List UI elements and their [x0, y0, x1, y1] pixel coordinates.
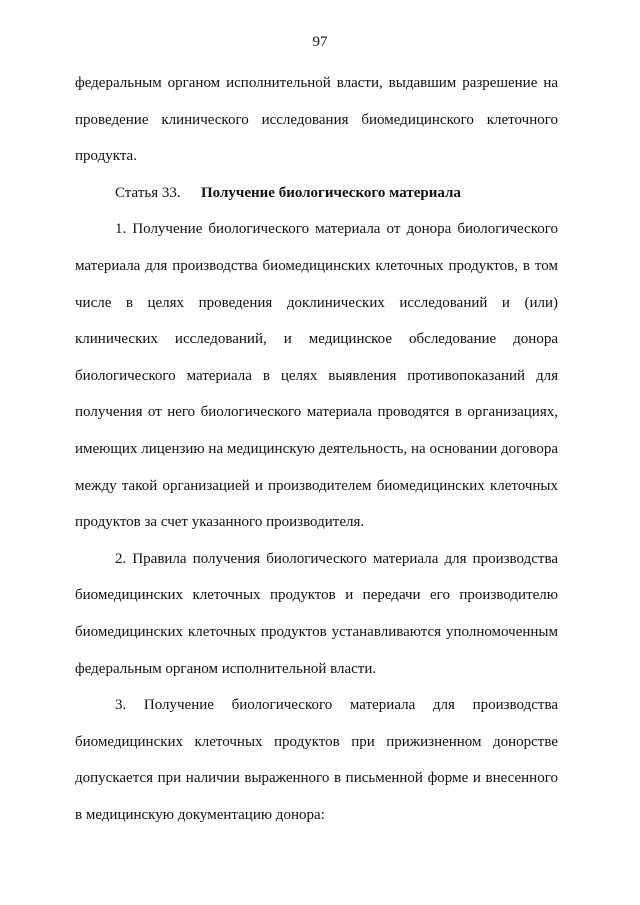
- paragraph-2-line: федеральным органом исполнительной власти.: [75, 660, 377, 677]
- paragraph-3-line: допускается при наличии выраженного в письменной форме и внесенного: [75, 770, 558, 787]
- article-heading: [75, 175, 558, 212]
- paragraph-2-line: биомедицинских клеточных продуктов устанавливаются уполномоченным: [75, 623, 558, 640]
- text-line: продукта.: [75, 148, 137, 165]
- article-number: Статья 33.: [115, 184, 181, 201]
- paragraph-3-line: 3. Получение биологического материала для производства: [115, 697, 558, 714]
- text-line: проведение клинического исследования биомедицинского клеточного: [75, 111, 558, 128]
- paragraph-1-line: получения от него биологического материала проводятся в организациях,: [75, 404, 558, 421]
- paragraph-2-line: 2. Правила получения биологического материала для производства: [115, 550, 558, 567]
- paragraph-1-line: между такой организацией и производителем биомедицинских клеточных: [75, 477, 558, 494]
- paragraph-1-line: материала для производства биомедицинских клеточных продуктов, в том: [75, 257, 558, 274]
- text-line: федеральным органом исполнительной власти, выдавшим разрешение на: [75, 75, 558, 91]
- paragraph-1-line: продуктов за счет указанного производителя.: [75, 514, 365, 531]
- paragraph-1-line: биологического материала в целях выявления противопоказаний для: [75, 367, 558, 384]
- paragraph-1-line: клинических исследований, и медицинское обследование донора: [75, 331, 558, 348]
- paragraph-1-line: имеющих лицензию на медицинскую деятельность, на основании договора: [75, 440, 558, 457]
- paragraph-2-line: биомедицинских клеточных продуктов и передачи его производителю: [75, 587, 558, 604]
- paragraph-3-line: в медицинскую документацию донора:: [75, 806, 325, 823]
- document-body: [75, 65, 558, 833]
- paragraph-1-line: 1. Получение биологического материала от донора биологического: [115, 221, 558, 238]
- article-title: Получение биологического материала: [201, 184, 461, 201]
- paragraph-3-line: биомедицинских клеточных продуктов при прижизненном донорстве: [75, 733, 558, 750]
- page-number: 97: [312, 34, 328, 50]
- paragraph-1-line: числе в целях проведения доклинических исследований и (или): [75, 294, 558, 311]
